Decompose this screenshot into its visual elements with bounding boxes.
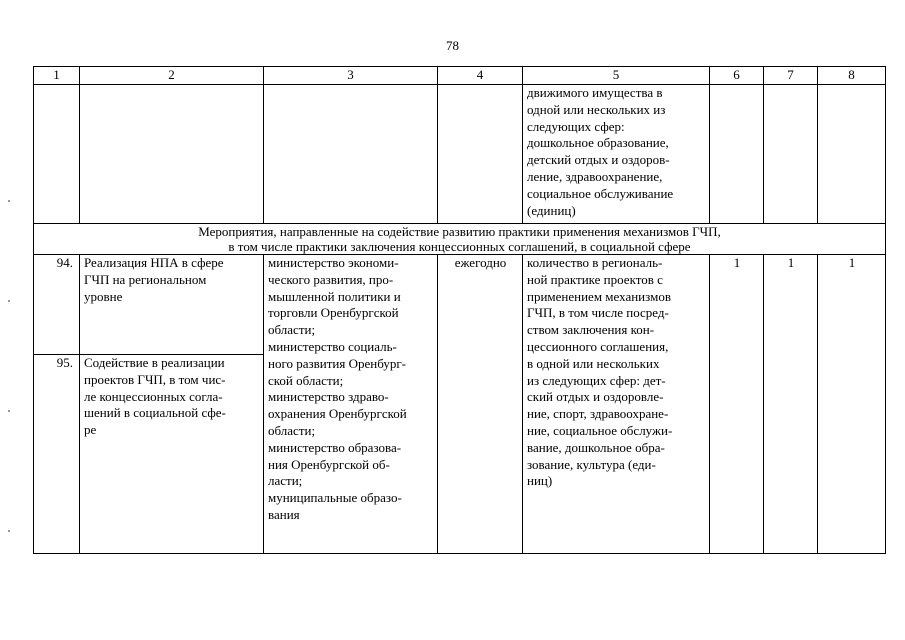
column-header-5: 5 bbox=[523, 67, 710, 85]
section-heading-row bbox=[34, 224, 886, 255]
scan-mark bbox=[8, 300, 10, 302]
column-header-1: 1 bbox=[34, 67, 80, 85]
column-header-6: 6 bbox=[710, 67, 764, 85]
empty-cell bbox=[764, 85, 818, 224]
section-heading-line-2: в том числе практики заключения концессионных соглашений, в социальной сфере bbox=[228, 239, 691, 254]
value-col-7: 1 bbox=[764, 255, 818, 554]
row-number: 94. bbox=[34, 255, 80, 355]
indicator-continuation: движимого имущества в одной или нескольких из следующих сфер: дошкольное образование, детский отдых и оздоров- ление, здравоохранение, социальное обслуживание (единиц) bbox=[523, 85, 710, 224]
column-header-2: 2 bbox=[80, 67, 264, 85]
value-col-6: 1 bbox=[710, 255, 764, 554]
measure-name: Реализация НПА в сфере ГЧП на региональном уровне bbox=[80, 255, 264, 355]
section-heading bbox=[34, 224, 886, 255]
column-header-4: 4 bbox=[438, 67, 523, 85]
scan-mark bbox=[8, 200, 10, 202]
column-header-8: 8 bbox=[818, 67, 886, 85]
scan-mark bbox=[8, 410, 10, 412]
executors-cell: министерство экономи- ческого развития, про- мышленной политики и торговли Оренбургской области; министерство социаль- ного развития Оренбург- ской области; министерство здраво- охранения Оренбургской области; министерство образова- ния Оренбургской об- ласти; муниципальные образо- вания bbox=[264, 255, 438, 554]
empty-cell bbox=[80, 85, 264, 224]
page-number: 78 bbox=[446, 38, 459, 53]
value-col-8: 1 bbox=[818, 255, 886, 554]
empty-cell bbox=[438, 85, 523, 224]
indicator-cell: количество в региональ- ной практике проектов с применением механизмов ГЧП, в том числе посред- ством заключения кон- цессионного соглашения, в одной или нескольких из следующих сфер: дет- ский отдых и оздоровле- ние, спорт, здравоохране- ние, социальное обслужи- вание, дошкольное обра- зование, культура (еди- ниц) bbox=[523, 255, 710, 554]
empty-cell bbox=[818, 85, 886, 224]
empty-cell bbox=[34, 85, 80, 224]
section-heading-line-1: Мероприятия, направленные на содействие развитию практики применения механизмов ГЧП, bbox=[198, 224, 721, 239]
row-number: 95. bbox=[34, 355, 80, 554]
empty-cell bbox=[264, 85, 438, 224]
measures-table bbox=[33, 66, 886, 554]
column-number-row bbox=[34, 67, 886, 85]
continuation-row bbox=[34, 85, 886, 224]
measure-name: Содействие в реализации проектов ГЧП, в том чис- ле концессионных согла- шений в социальной сфе- ре bbox=[80, 355, 264, 554]
table-row bbox=[34, 255, 886, 355]
column-header-7: 7 bbox=[764, 67, 818, 85]
empty-cell bbox=[710, 85, 764, 224]
scan-mark bbox=[8, 530, 10, 532]
column-header-3: 3 bbox=[264, 67, 438, 85]
period-cell: ежегодно bbox=[438, 255, 523, 554]
